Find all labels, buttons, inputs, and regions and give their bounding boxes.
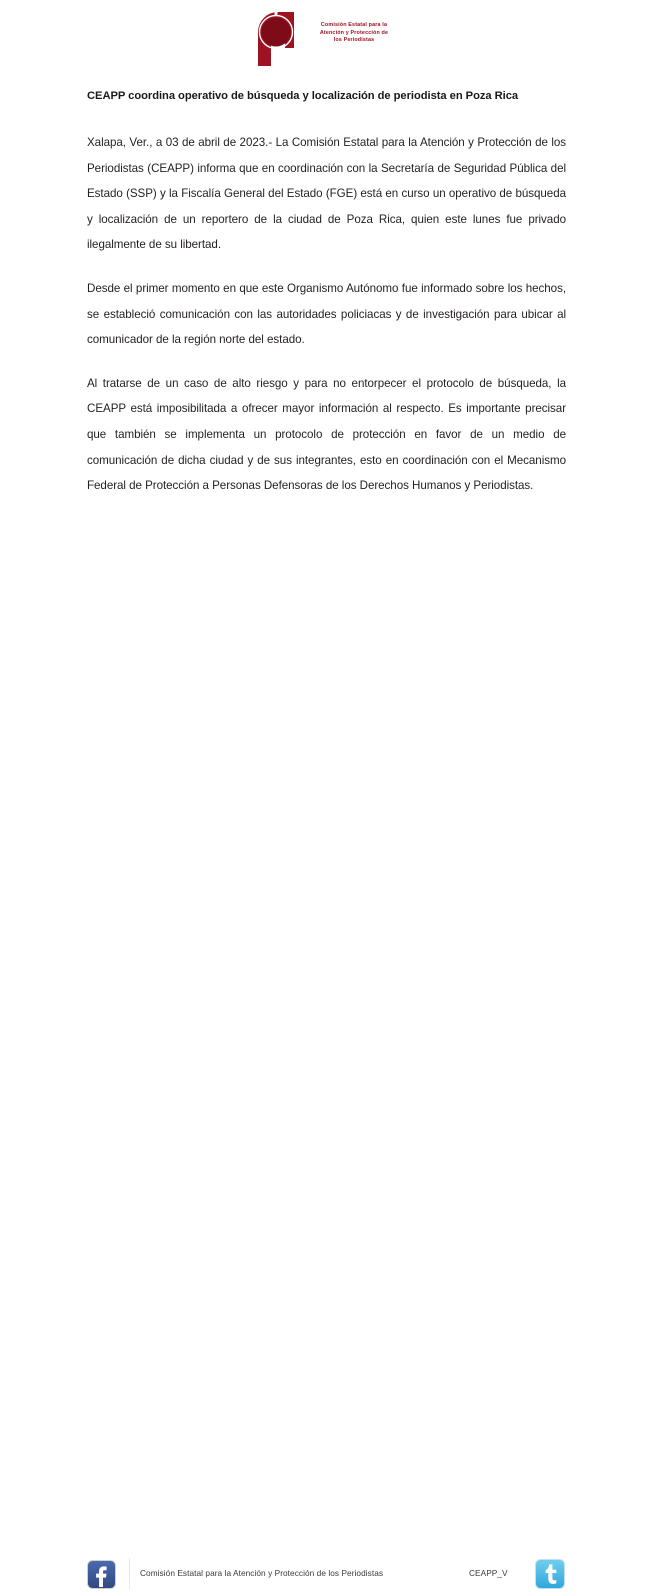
- ceapp-logo: [254, 10, 399, 68]
- page-title: CEAPP coordina operativo de búsqueda y localización de periodista en Poza Rica: [87, 90, 519, 102]
- footer-divider: [129, 1558, 130, 1590]
- twitter-icon[interactable]: [535, 1559, 565, 1589]
- ceapp-logo-text-line1: Comisión Estatal para la: [320, 22, 388, 28]
- ceapp-logo-text-line2: Atención y Protección de: [319, 29, 389, 36]
- document-body: [87, 88, 566, 499]
- document-header: [0, 10, 653, 68]
- paragraph-3: Al tratarse de un caso de alto riesgo y para no entorpecer el protocolo de búsqueda, la CEAPP está imposibilitada a ofrecer mayor información al respecto. Es importante precisar que también se implementa un protocolo de protección en favor de un medio de comunicación de dicha ciudad y de sus integrantes, esto en coordinación con el Mecanismo Federal de Protección a Personas Defensoras de los Derechos Humanos y Periodistas.: [87, 376, 566, 493]
- paragraph-1: Xalapa, Ver., a 03 de abril de 2023.- La Comisión Estatal para la Atención y Protección de los Periodistas (CEAPP) informa que en coordinación con la Secretaría de Seguridad Pública del Estado (SSP) y la Fiscalía General del Estado (FGE) está en curso un operativo de búsqueda y localización de un reportero de la ciudad de Poza Rica, quien este lunes fue privado ilegalmente de su libertad.: [87, 136, 566, 252]
- ceapp-logo-mark-icon: [254, 10, 302, 68]
- ceapp-logo-text: [309, 10, 399, 45]
- ceapp-logo-text-line3: los Periodistas: [333, 37, 375, 44]
- footer-twitter-handle: CEAPP_V: [469, 1568, 508, 1578]
- document-footer: [0, 778, 653, 1578]
- facebook-icon[interactable]: [87, 1560, 116, 1589]
- paragraph-2: Desde el primer momento en que este Organismo Autónomo fue informado sobre los hechos, se estableció comunicación con las autoridades policiacas y de investigación para ubicar al comunicador de la región norte del estado.: [87, 281, 566, 347]
- footer-page-name: Comisión Estatal para la Atención y Protección de los Periodistas: [140, 1568, 384, 1578]
